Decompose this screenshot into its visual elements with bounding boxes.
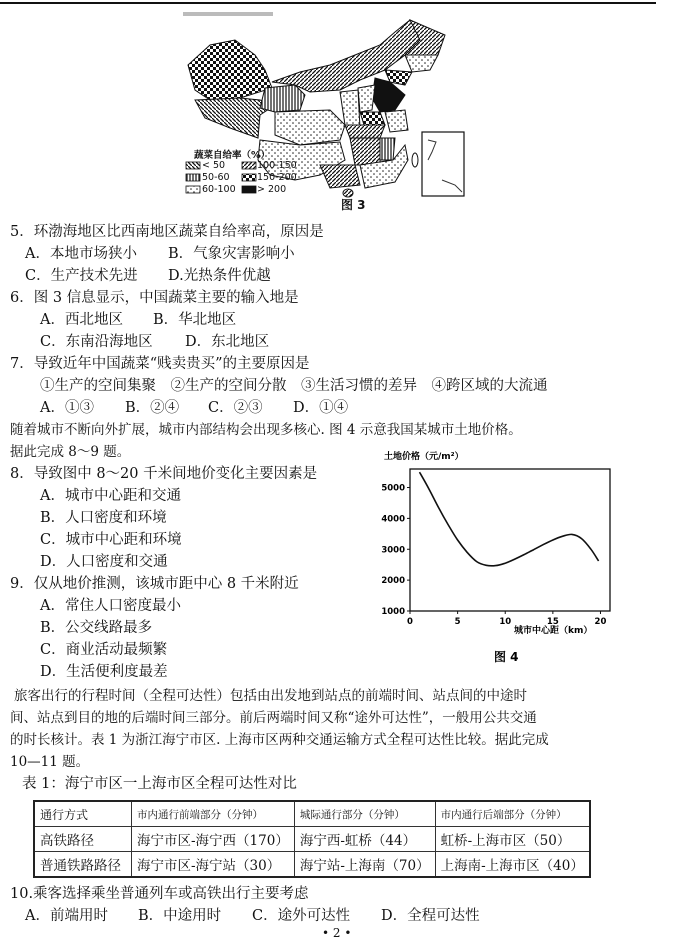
chart-series-line-land-price — [420, 472, 599, 566]
chart-y-tick-label: 4000 — [381, 514, 405, 525]
region-shanxi — [358, 85, 375, 112]
legend-label-lt50: < 50 — [202, 160, 226, 171]
region-hunan — [350, 138, 380, 165]
chart-y-tick-label: 2000 — [381, 576, 405, 587]
chart-x-axis-label: 城市中心距（km） — [514, 626, 593, 636]
chart-x-ticks — [407, 611, 606, 627]
figure-3-caption: 图 3 — [341, 198, 366, 212]
q9-stem: 9．仅从地价推测，该城市距中心 8 千米附近 — [10, 576, 299, 592]
region-jiangsu — [385, 110, 408, 132]
intro-10-11-line-3: 的时长核计。表 1 为浙江海宁市区. 上海市区两种交通运输方式全程可达性比较。据此完成 — [10, 732, 549, 748]
legend-label-gt200: > 200 — [257, 184, 287, 195]
q6-option-a: A．西北地区 — [40, 312, 123, 328]
region-xinjiang — [188, 40, 272, 100]
chart-x-tick-label: 0 — [407, 617, 413, 627]
q8-option-d: D．人口密度和交通 — [40, 554, 168, 570]
q6-option-c: C．东南沿海地区 — [40, 334, 153, 350]
region-jilin — [405, 55, 438, 72]
chart-y-tick-label: 3000 — [381, 545, 405, 556]
q9-option-b: B．公交线路最多 — [40, 620, 153, 636]
region-qinghai — [260, 85, 305, 112]
intro-8-9-line-2: 据此完成 8～9 题。 — [10, 444, 131, 460]
q10-option-d: D．全程可达性 — [381, 908, 480, 924]
q8-option-b: B．人口密度和环境 — [40, 510, 167, 526]
q9-option-c: C．商业活动最频繁 — [40, 642, 168, 658]
q6-option-b: B．华北地区 — [153, 312, 237, 328]
chart-x-tick-label: 15 — [546, 617, 559, 627]
chart-y-axis-label: 土地价格（元/m²） — [384, 452, 464, 462]
chart-series-points — [420, 472, 599, 566]
q9-option-a: A．常住人口密度最小 — [40, 598, 181, 614]
region-jiangxi — [380, 138, 395, 160]
q5-option-b: B．气象灾害影响小 — [168, 246, 295, 262]
south-china-sea-inset — [422, 132, 464, 196]
q6-option-d: D．东北地区 — [185, 334, 270, 350]
q8-option-c: C．城市中心距和环境 — [40, 532, 182, 548]
legend-label-60-100: 60-100 — [202, 184, 236, 195]
legend-label-150-200: 150-200 — [257, 172, 297, 183]
table-cell: 海宁市区-海宁西（170） — [132, 827, 295, 852]
q6-stem: 6．图 3 信息显示，中国蔬菜主要的输入地是 — [10, 290, 299, 306]
q5-option-d: D.光热条件优越 — [168, 268, 271, 284]
intro-10-11-line-2: 间、站点到目的地的后端时间三部分。前后两端时间又称“途外可达性”，一般用公共交通 — [10, 710, 537, 726]
region-sichuan — [275, 110, 345, 145]
table-cell: 虹桥-上海市区（50） — [435, 827, 590, 852]
table-cell: 海宁市区-海宁站（30） — [132, 852, 295, 878]
table-cell: 上海南-上海市区（40） — [435, 852, 590, 878]
q5-stem: 5．环渤海地区比西南地区蔬菜自给率高，原因是 — [10, 224, 324, 240]
legend-label-100-150: 100-150 — [257, 160, 297, 171]
region-guangxi — [320, 165, 360, 188]
legend-swatch-60-100 — [186, 186, 200, 193]
map-legend-title: 蔬菜自给率（%） — [194, 150, 271, 161]
chart-plot-frame — [410, 469, 610, 611]
q7-option-b: B．②④ — [125, 400, 180, 416]
table-cell: 海宁站-上海南（70） — [294, 852, 435, 878]
table-cell: 高铁路径 — [34, 827, 132, 852]
intro-10-11-line-1: 旅客出行的行程时间（全程可达性）包括由出发地到站点的前端时间、站点间的中途时 — [14, 688, 527, 704]
q7-option-d: D．①④ — [293, 400, 349, 416]
accessibility-comparison-table — [33, 800, 591, 878]
land-price-chart — [372, 446, 622, 670]
page-top-rule — [0, 2, 656, 4]
legend-label-50-60: 50-60 — [202, 172, 230, 183]
q10-stem: 10.乘客选择乘坐普通列车或高铁出行主要考虑 — [10, 886, 309, 902]
figure-4-caption: 图 4 — [494, 650, 519, 664]
q10-option-b: B．中途用时 — [138, 908, 222, 924]
region-taiwan — [412, 153, 418, 167]
q10-option-c: C．途外可达性 — [252, 908, 351, 924]
table-cell: 海宁西-虹桥（44） — [294, 827, 435, 852]
chart-x-tick-label: 10 — [499, 617, 512, 627]
table-header-cell: 通行方式 — [34, 801, 132, 827]
table-row — [34, 852, 590, 878]
figure-4-chart — [372, 446, 622, 670]
q5-option-a: A．本地市场狭小 — [25, 246, 137, 262]
figure-3-map — [180, 10, 480, 210]
chart-x-tick-label: 20 — [594, 617, 607, 627]
legend-swatch-150-200 — [242, 174, 256, 181]
q8-stem: 8．导致图中 8～20 千米间地价变化主要因素是 — [10, 466, 318, 482]
table-cell: 普通铁路路径 — [34, 852, 132, 878]
table-header-cell: 市内通行后端部分（分钟） — [435, 801, 590, 827]
chart-y-ticks — [381, 484, 410, 617]
q7-option-a: A．①③ — [40, 400, 94, 416]
intro-8-9-line-1: 随着城市不断向外扩展，城市内部结构会出现多核心. 图 4 示意我国某城市土地价格。 — [10, 422, 522, 438]
legend-swatch-lt50 — [186, 162, 200, 169]
region-hubei — [345, 125, 385, 138]
q9-option-d: D．生活便利度最差 — [40, 664, 168, 680]
intro-10-11-line-4: 10—11 题。 — [10, 754, 90, 770]
q7-items: ①生产的空间集聚 ②生产的空间分散 ③生活习惯的差异 ④跨区域的大流通 — [40, 378, 548, 394]
table-header-row — [34, 801, 590, 827]
page-number: • 2 • — [322, 926, 352, 940]
chart-x-tick-label: 5 — [454, 617, 461, 627]
chart-y-tick-label: 1000 — [381, 607, 405, 617]
q7-stem: 7．导致近年中国蔬菜“贱卖贵买”的主要原因是 — [10, 356, 310, 372]
table-header-cell: 市内通行前端部分（分钟） — [132, 801, 295, 827]
q5-option-c: C．生产技术先进 — [25, 268, 138, 284]
q8-option-a: A．城市中心距和交通 — [40, 488, 181, 504]
q10-option-a: A．前端用时 — [25, 908, 108, 924]
table-header-cell: 城际通行部分（分钟） — [294, 801, 435, 827]
faded-text-residue — [183, 12, 273, 16]
legend-swatch-gt200 — [242, 186, 256, 193]
table-1-title: 表 1：海宁市区一上海市区全程可达性对比 — [22, 776, 297, 792]
legend-swatch-100-150 — [242, 162, 256, 169]
legend-swatch-50-60 — [186, 174, 200, 181]
chart-y-tick-label: 5000 — [381, 483, 405, 494]
table-row — [34, 827, 590, 852]
q7-option-c: C．②③ — [208, 400, 263, 416]
